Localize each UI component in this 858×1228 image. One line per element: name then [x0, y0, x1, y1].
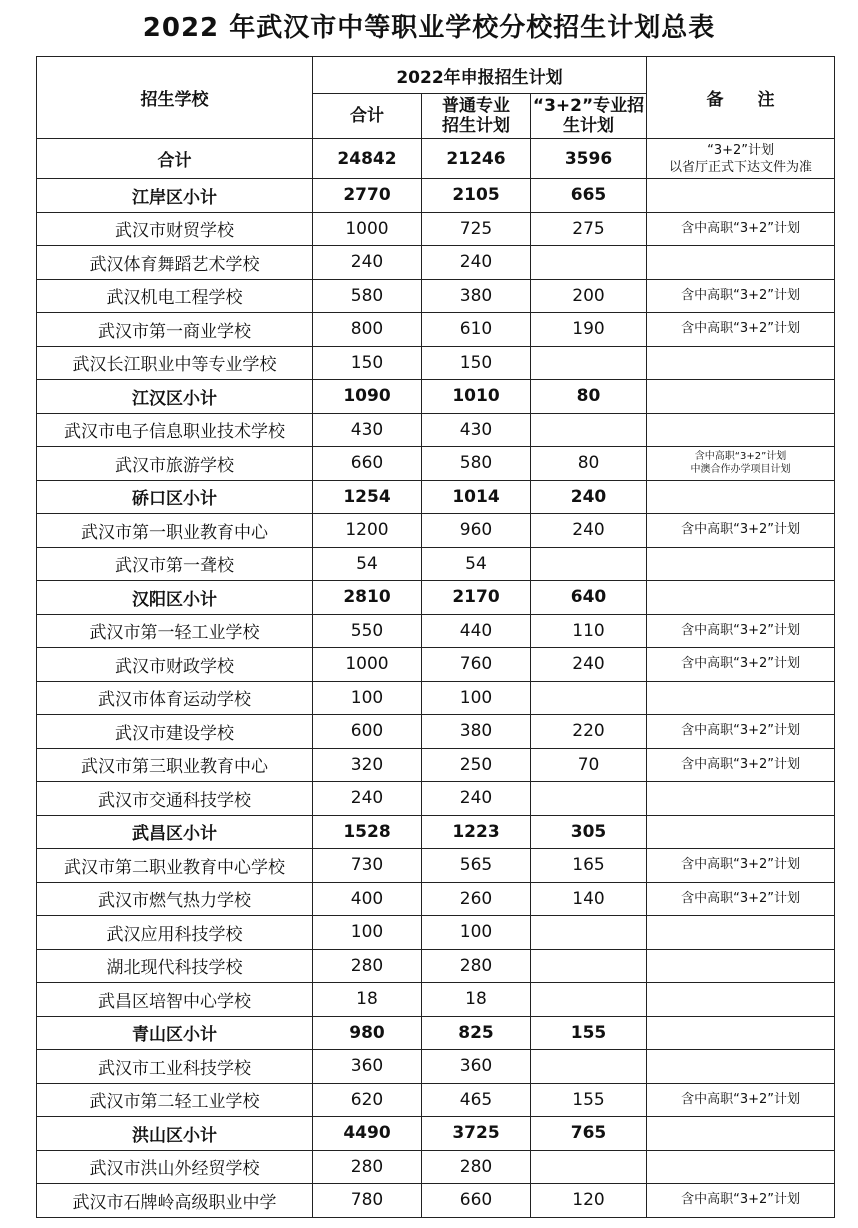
table-row: [37, 447, 835, 481]
threeplus-plan-cell: 665: [531, 179, 647, 213]
remark-cell: [647, 983, 835, 1017]
table-row: [37, 715, 835, 749]
remark-cell: 含中高职“3+2”计划: [647, 514, 835, 548]
remark-cell: [647, 949, 835, 983]
remark-cell: 含中高职“3+2”计划: [647, 648, 835, 682]
subtotal-row: [37, 815, 835, 849]
total-cell: 18: [313, 983, 422, 1017]
school-name-cell: 青山区小计: [37, 1016, 313, 1050]
threeplus-plan-cell: [531, 246, 647, 280]
general-plan-cell: 100: [422, 916, 531, 950]
general-plan-cell: 280: [422, 949, 531, 983]
school-name-cell: 武汉体育舞蹈艺术学校: [37, 246, 313, 280]
total-cell: 360: [313, 1050, 422, 1084]
table-row: [37, 1184, 835, 1218]
total-cell: 620: [313, 1083, 422, 1117]
remark-cell: 含中高职“3+2”计划: [647, 882, 835, 916]
remark-cell: [647, 413, 835, 447]
remark-cell: [647, 782, 835, 816]
threeplus-plan-cell: 200: [531, 279, 647, 313]
remark-cell: 含中高职“3+2”计划: [647, 1184, 835, 1218]
threeplus-plan-cell: [531, 949, 647, 983]
general-plan-cell: 150: [422, 346, 531, 380]
school-name-cell: 武昌区小计: [37, 815, 313, 849]
subtotal-row: [37, 480, 835, 514]
table-row: [37, 547, 835, 581]
table-row: [37, 246, 835, 280]
general-plan-cell: 3725: [422, 1117, 531, 1151]
threeplus-plan-cell: 110: [531, 614, 647, 648]
remark-cell: [647, 447, 835, 481]
general-plan-cell: 2170: [422, 581, 531, 615]
remark-cell: [647, 1150, 835, 1184]
threeplus-plan-cell: 640: [531, 581, 647, 615]
threeplus-plan-cell: [531, 681, 647, 715]
general-plan-cell: 260: [422, 882, 531, 916]
remark-line1: 含中高职“3+2”计划: [694, 451, 787, 463]
table-row: [37, 346, 835, 380]
total-cell: 100: [313, 681, 422, 715]
table-row: [37, 748, 835, 782]
threeplus-plan-cell: 140: [531, 882, 647, 916]
general-plan-cell: 2105: [422, 179, 531, 213]
school-name-cell: 武汉市第一聋校: [37, 547, 313, 581]
threeplus-plan-cell: [531, 916, 647, 950]
school-name-cell: 武汉市第一商业学校: [37, 313, 313, 347]
general-plan-cell: 380: [422, 279, 531, 313]
general-plan-cell: 100: [422, 681, 531, 715]
total-cell: 1000: [313, 212, 422, 246]
remark-cell: [647, 346, 835, 380]
remark-cell: [647, 581, 835, 615]
threeplus-plan-cell: 80: [531, 380, 647, 414]
general-plan-cell: 725: [422, 212, 531, 246]
header-threeplus: [531, 94, 647, 139]
table-row: [37, 1083, 835, 1117]
threeplus-plan-cell: 165: [531, 849, 647, 883]
header-school: 招生学校: [37, 57, 313, 139]
general-plan-cell: 430: [422, 413, 531, 447]
total-cell: 2810: [313, 581, 422, 615]
remark-cell: 含中高职“3+2”计划: [647, 614, 835, 648]
school-name-cell: 武汉市第二轻工业学校: [37, 1083, 313, 1117]
total-cell: 280: [313, 949, 422, 983]
threeplus-plan-cell: 220: [531, 715, 647, 749]
school-name-cell: 武汉市第一职业教育中心: [37, 514, 313, 548]
table-row: [37, 413, 835, 447]
table-row: [37, 279, 835, 313]
subtotal-row: [37, 380, 835, 414]
total-cell: 1200: [313, 514, 422, 548]
remark-cell: [647, 547, 835, 581]
header-general-line2: 招生计划: [442, 116, 510, 136]
school-name-cell: 武汉市电子信息职业技术学校: [37, 413, 313, 447]
general-plan-cell: 565: [422, 849, 531, 883]
table-row: [37, 782, 835, 816]
school-name-cell: 武汉市旅游学校: [37, 447, 313, 481]
total-cell: 2770: [313, 179, 422, 213]
remark-cell: 含中高职“3+2”计划: [647, 849, 835, 883]
remark-cell: 含中高职“3+2”计划: [647, 313, 835, 347]
school-name-cell: 江岸区小计: [37, 179, 313, 213]
threeplus-plan-cell: 80: [531, 447, 647, 481]
school-name-cell: 武汉市第三职业教育中心: [37, 748, 313, 782]
table-row: [37, 681, 835, 715]
remark-cell: [647, 1050, 835, 1084]
remark-cell: [647, 480, 835, 514]
total-cell: 780: [313, 1184, 422, 1218]
total-cell: 100: [313, 916, 422, 950]
table-row: [37, 212, 835, 246]
total-cell: 240: [313, 782, 422, 816]
total-cell: 980: [313, 1016, 422, 1050]
table-row: [37, 983, 835, 1017]
threeplus-plan-cell: [531, 413, 647, 447]
table-row: [37, 614, 835, 648]
total-cell: 240: [313, 246, 422, 280]
grand-total-label: 合计: [37, 139, 313, 179]
table-row: [37, 1150, 835, 1184]
school-name-cell: 武汉市建设学校: [37, 715, 313, 749]
school-name-cell: 武汉市交通科技学校: [37, 782, 313, 816]
general-plan-cell: 960: [422, 514, 531, 548]
subtotal-row: [37, 581, 835, 615]
table-row: [37, 882, 835, 916]
general-plan-cell: 250: [422, 748, 531, 782]
total-cell: 800: [313, 313, 422, 347]
total-cell: 150: [313, 346, 422, 380]
school-name-cell: 武汉机电工程学校: [37, 279, 313, 313]
threeplus-plan-cell: 305: [531, 815, 647, 849]
threeplus-plan-cell: [531, 983, 647, 1017]
threeplus-plan-cell: 155: [531, 1016, 647, 1050]
total-cell: 1000: [313, 648, 422, 682]
total-cell: 660: [313, 447, 422, 481]
remark-cell: 含中高职“3+2”计划: [647, 715, 835, 749]
grand-total-general: 21246: [422, 139, 531, 179]
subtotal-row: [37, 1117, 835, 1151]
school-name-cell: 武汉市体育运动学校: [37, 681, 313, 715]
school-name-cell: 武汉市第二职业教育中心学校: [37, 849, 313, 883]
header-general: [422, 94, 531, 139]
total-cell: 580: [313, 279, 422, 313]
general-plan-cell: 360: [422, 1050, 531, 1084]
threeplus-plan-cell: [531, 346, 647, 380]
remark-cell: [647, 246, 835, 280]
general-plan-cell: 660: [422, 1184, 531, 1218]
total-cell: 320: [313, 748, 422, 782]
school-name-cell: 武昌区培智中心学校: [37, 983, 313, 1017]
threeplus-plan-cell: 275: [531, 212, 647, 246]
threeplus-plan-cell: 240: [531, 480, 647, 514]
general-plan-cell: 610: [422, 313, 531, 347]
header-plan-group: 2022年申报招生计划: [313, 57, 647, 94]
school-name-cell: 武汉市财政学校: [37, 648, 313, 682]
threeplus-plan-cell: [531, 547, 647, 581]
school-name-cell: 武汉市燃气热力学校: [37, 882, 313, 916]
remark-cell: 含中高职“3+2”计划: [647, 1083, 835, 1117]
table-row: [37, 313, 835, 347]
school-name-cell: 武汉应用科技学校: [37, 916, 313, 950]
total-cell: 280: [313, 1150, 422, 1184]
grand-total-note-line2: 以省厅正式下达文件为准: [669, 159, 813, 175]
school-name-cell: 武汉市财贸学校: [37, 212, 313, 246]
general-plan-cell: 280: [422, 1150, 531, 1184]
grand-total-note-line1: “3+2”计划: [707, 142, 774, 158]
school-name-cell: 武汉市第一轻工业学校: [37, 614, 313, 648]
threeplus-plan-cell: 120: [531, 1184, 647, 1218]
total-cell: 430: [313, 413, 422, 447]
general-plan-cell: 240: [422, 246, 531, 280]
table-row: [37, 949, 835, 983]
general-plan-cell: 440: [422, 614, 531, 648]
remark-cell: [647, 380, 835, 414]
school-name-cell: 硚口区小计: [37, 480, 313, 514]
grand-total-row: [37, 139, 835, 179]
table-row: [37, 514, 835, 548]
threeplus-plan-cell: 155: [531, 1083, 647, 1117]
general-plan-cell: 1010: [422, 380, 531, 414]
general-plan-cell: 18: [422, 983, 531, 1017]
table-row: [37, 1050, 835, 1084]
school-name-cell: 湖北现代科技学校: [37, 949, 313, 983]
threeplus-plan-cell: 70: [531, 748, 647, 782]
general-plan-cell: 1014: [422, 480, 531, 514]
school-name-cell: 武汉市石牌岭高级职业中学: [37, 1184, 313, 1218]
total-cell: 54: [313, 547, 422, 581]
remark-cell: 含中高职“3+2”计划: [647, 212, 835, 246]
enrollment-plan-table: [36, 56, 835, 1218]
general-plan-cell: 1223: [422, 815, 531, 849]
general-plan-cell: 240: [422, 782, 531, 816]
table-row: [37, 916, 835, 950]
header-threeplus-line2: 生计划: [563, 116, 615, 136]
school-name-cell: 江汉区小计: [37, 380, 313, 414]
remark-cell: [647, 681, 835, 715]
general-plan-cell: 760: [422, 648, 531, 682]
threeplus-plan-cell: 190: [531, 313, 647, 347]
grand-total-note: [647, 139, 835, 179]
total-cell: 400: [313, 882, 422, 916]
grand-total-total: 24842: [313, 139, 422, 179]
remark-cell: 含中高职“3+2”计划: [647, 279, 835, 313]
total-cell: 4490: [313, 1117, 422, 1151]
remark-line2: 中澳合作办学项目计划: [690, 464, 791, 476]
table-row: [37, 849, 835, 883]
total-cell: 730: [313, 849, 422, 883]
remark-cell: [647, 815, 835, 849]
school-name-cell: 洪山区小计: [37, 1117, 313, 1151]
table-row: [37, 648, 835, 682]
school-name-cell: 武汉市工业科技学校: [37, 1050, 313, 1084]
general-plan-cell: 380: [422, 715, 531, 749]
threeplus-plan-cell: [531, 1150, 647, 1184]
school-name-cell: 武汉市洪山外经贸学校: [37, 1150, 313, 1184]
general-plan-cell: 54: [422, 547, 531, 581]
school-name-cell: 武汉长江职业中等专业学校: [37, 346, 313, 380]
remark-cell: [647, 1016, 835, 1050]
total-cell: 1090: [313, 380, 422, 414]
remark-cell: [647, 916, 835, 950]
grand-total-threeplus: 3596: [531, 139, 647, 179]
page-title: 2022 年武汉市中等职业学校分校招生计划总表: [142, 13, 716, 43]
threeplus-plan-cell: [531, 782, 647, 816]
general-plan-cell: 825: [422, 1016, 531, 1050]
threeplus-plan-cell: [531, 1050, 647, 1084]
header-threeplus-line1: “3+2”专业招: [532, 96, 645, 116]
header-general-line1: 普通专业: [442, 96, 510, 116]
header-total: 合计: [313, 94, 422, 139]
subtotal-row: [37, 1016, 835, 1050]
total-cell: 550: [313, 614, 422, 648]
general-plan-cell: 465: [422, 1083, 531, 1117]
school-name-cell: 汉阳区小计: [37, 581, 313, 615]
header-row-1: [37, 57, 835, 94]
header-remark: 备 注: [647, 57, 835, 139]
general-plan-cell: 580: [422, 447, 531, 481]
total-cell: 1528: [313, 815, 422, 849]
total-cell: 600: [313, 715, 422, 749]
threeplus-plan-cell: 765: [531, 1117, 647, 1151]
threeplus-plan-cell: 240: [531, 514, 647, 548]
threeplus-plan-cell: 240: [531, 648, 647, 682]
remark-cell: [647, 1117, 835, 1151]
subtotal-row: [37, 179, 835, 213]
remark-cell: [647, 179, 835, 213]
remark-cell: 含中高职“3+2”计划: [647, 748, 835, 782]
total-cell: 1254: [313, 480, 422, 514]
